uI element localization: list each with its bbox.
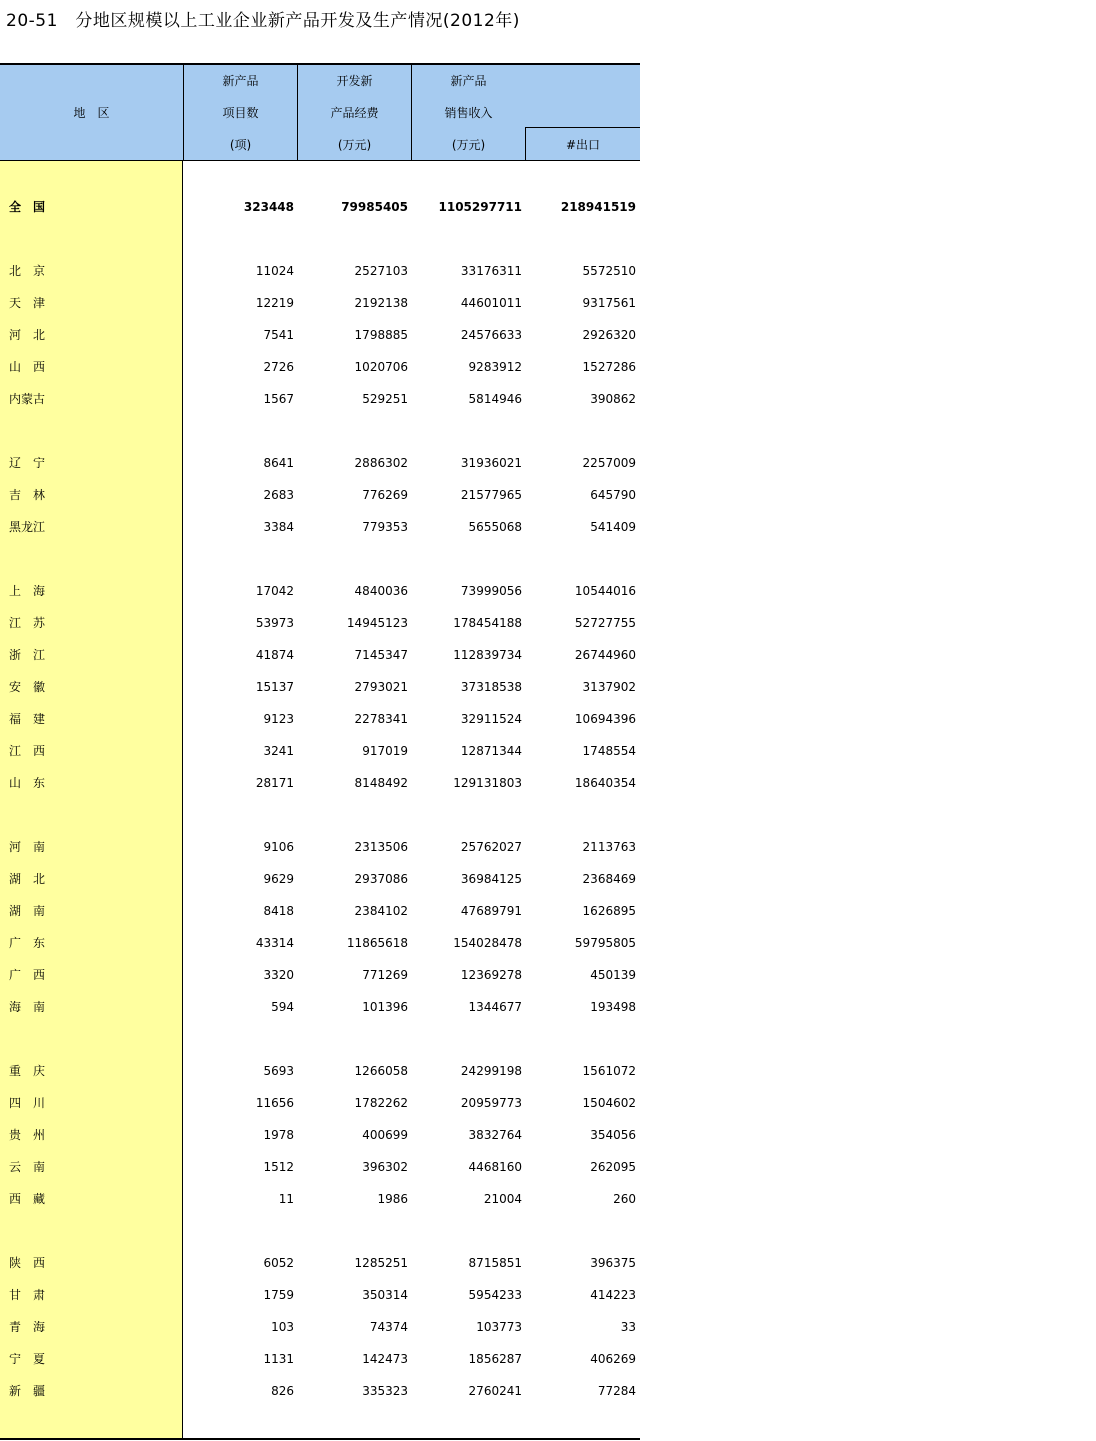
table-row (0, 1343, 640, 1375)
col3-header-line1: 新产品 (450, 74, 487, 88)
sales-revenue-cell: 1344677 (468, 1000, 522, 1014)
region-name: 北 京 (9, 264, 46, 278)
project-count-cell: 43314 (255, 936, 294, 950)
project-count-cell: 9123 (263, 712, 294, 726)
region-name: 福 建 (9, 712, 46, 726)
table-body (0, 191, 640, 1407)
development-expenditure-cell: 14945123 (346, 616, 408, 630)
project-count-cell: 1567 (263, 392, 294, 406)
project-count-cell: 103 (271, 1320, 294, 1334)
table-row (0, 991, 640, 1023)
col2-header-line2: 产品经费 (330, 106, 379, 120)
project-count-cell: 53973 (255, 616, 294, 630)
region-name: 青 海 (9, 1320, 46, 1334)
sales-revenue-cell: 25762027 (460, 840, 522, 854)
project-count-cell: 3320 (263, 968, 294, 982)
sales-revenue-cell: 3832764 (468, 1128, 522, 1142)
export-value-cell: 262095 (590, 1160, 636, 1174)
sales-revenue-cell: 33176311 (460, 264, 522, 278)
table-row (0, 639, 640, 671)
export-subheader-rule (525, 127, 640, 128)
development-expenditure-cell: 350314 (362, 1288, 408, 1302)
project-count-cell: 1131 (263, 1352, 294, 1366)
export-value-cell: 26744960 (574, 648, 636, 662)
col2-header-unit: (万元) (337, 138, 372, 152)
table-row (0, 287, 640, 319)
project-count-cell: 41874 (255, 648, 294, 662)
sales-revenue-cell: 1105297711 (438, 200, 522, 214)
table-row (0, 927, 640, 959)
region-name: 甘 肃 (9, 1288, 46, 1302)
region-name: 重 庆 (9, 1064, 46, 1078)
project-count-cell: 9629 (263, 872, 294, 886)
development-expenditure-cell: 79985405 (341, 200, 408, 214)
region-name: 山 东 (9, 776, 46, 790)
development-expenditure-cell: 101396 (362, 1000, 408, 1014)
development-expenditure-cell: 400699 (362, 1128, 408, 1142)
export-value-cell: 1527286 (582, 360, 636, 374)
project-count-cell: 8641 (263, 456, 294, 470)
export-value-cell: 52727755 (574, 616, 636, 630)
project-count-cell: 12219 (255, 296, 294, 310)
col3-header-unit: (万元) (451, 138, 486, 152)
development-expenditure-cell: 7145347 (354, 648, 408, 662)
table-row (0, 1311, 640, 1343)
export-value-cell: 645790 (590, 488, 636, 502)
table-row (0, 767, 640, 799)
sales-revenue-cell: 21577965 (460, 488, 522, 502)
region-name: 宁 夏 (9, 1352, 46, 1366)
export-value-cell: 450139 (590, 968, 636, 982)
development-expenditure-cell: 142473 (362, 1352, 408, 1366)
export-value-cell: 1626895 (582, 904, 636, 918)
table-row (0, 607, 640, 639)
development-expenditure-cell: 529251 (362, 392, 408, 406)
project-count-cell: 17042 (255, 584, 294, 598)
data-table (0, 63, 640, 1440)
region-name: 内蒙古 (9, 392, 46, 406)
table-row (0, 831, 640, 863)
project-count-cell: 11656 (255, 1096, 294, 1110)
region-name: 江 西 (9, 744, 46, 758)
sales-revenue-cell: 20959773 (460, 1096, 522, 1110)
region-name: 西 藏 (9, 1192, 46, 1206)
project-count-cell: 11 (278, 1192, 294, 1206)
table-row (0, 1183, 640, 1215)
sales-revenue-cell: 24299198 (460, 1064, 522, 1078)
export-value-cell: 390862 (590, 392, 636, 406)
region-name: 四 川 (9, 1096, 46, 1110)
sales-revenue-cell: 31936021 (460, 456, 522, 470)
region-name: 新 疆 (9, 1384, 46, 1398)
export-value-cell: 354056 (590, 1128, 636, 1142)
project-count-cell: 323448 (243, 200, 294, 214)
development-expenditure-cell: 1285251 (354, 1256, 408, 1270)
region-name: 浙 江 (9, 648, 46, 662)
region-name: 安 徽 (9, 680, 46, 694)
development-expenditure-cell: 74374 (369, 1320, 408, 1334)
development-expenditure-cell: 1986 (377, 1192, 408, 1206)
region-name: 吉 林 (9, 488, 46, 502)
sales-revenue-cell: 24576633 (460, 328, 522, 342)
project-count-cell: 28171 (255, 776, 294, 790)
col1-header-line1: 新产品 (222, 74, 259, 88)
sales-revenue-cell: 21004 (483, 1192, 522, 1206)
project-count-cell: 8418 (263, 904, 294, 918)
development-expenditure-cell: 396302 (362, 1160, 408, 1174)
export-value-cell: 10544016 (574, 584, 636, 598)
region-name: 河 南 (9, 840, 46, 854)
export-value-cell: 1561072 (582, 1064, 636, 1078)
export-value-cell: 10694396 (574, 712, 636, 726)
development-expenditure-cell: 335323 (362, 1384, 408, 1398)
table-row (0, 863, 640, 895)
project-count-cell: 826 (271, 1384, 294, 1398)
region-name: 黑龙江 (9, 520, 46, 534)
export-value-cell: 2257009 (582, 456, 636, 470)
export-value-cell: 77284 (597, 1384, 636, 1398)
project-count-cell: 594 (271, 1000, 294, 1014)
project-count-cell: 3384 (263, 520, 294, 534)
sales-revenue-cell: 1856287 (468, 1352, 522, 1366)
region-header: 地 区 (73, 106, 110, 120)
project-count-cell: 1978 (263, 1128, 294, 1142)
export-value-cell: 193498 (590, 1000, 636, 1014)
table-bottom-rule (0, 1438, 640, 1440)
export-value-cell: 1504602 (582, 1096, 636, 1110)
col1-header-unit: (项) (229, 138, 252, 152)
development-expenditure-cell: 1798885 (354, 328, 408, 342)
sales-revenue-cell: 37318538 (460, 680, 522, 694)
table-row (0, 1151, 640, 1183)
sales-revenue-cell: 5814946 (468, 392, 522, 406)
export-value-cell: 2113763 (582, 840, 636, 854)
table-row (0, 1055, 640, 1087)
export-value-cell: 59795805 (574, 936, 636, 950)
project-count-cell: 11024 (255, 264, 294, 278)
region-name: 海 南 (9, 1000, 46, 1014)
table-row (0, 1247, 640, 1279)
export-value-cell: 5572510 (582, 264, 636, 278)
col2-header-line1: 开发新 (336, 74, 373, 88)
spacer-row (0, 223, 640, 255)
col1-header-line2: 项目数 (222, 106, 259, 120)
page-title: 20-51 分地区规模以上工业企业新产品开发及生产情况(2012年) (6, 11, 520, 31)
table-row (0, 1375, 640, 1407)
project-count-cell: 5693 (263, 1064, 294, 1078)
col4-header-export: #出口 (565, 138, 601, 152)
development-expenditure-cell: 1020706 (354, 360, 408, 374)
export-value-cell: 9317561 (582, 296, 636, 310)
sales-revenue-cell: 47689791 (460, 904, 522, 918)
sales-revenue-cell: 103773 (476, 1320, 522, 1334)
table-row (0, 895, 640, 927)
region-name: 陕 西 (9, 1256, 46, 1270)
sales-revenue-cell: 8715851 (468, 1256, 522, 1270)
sales-revenue-cell: 36984125 (460, 872, 522, 886)
development-expenditure-cell: 8148492 (354, 776, 408, 790)
table-row (0, 703, 640, 735)
export-value-cell: 2368469 (582, 872, 636, 886)
project-count-cell: 9106 (263, 840, 294, 854)
development-expenditure-cell: 2384102 (354, 904, 408, 918)
region-name: 广 西 (9, 968, 46, 982)
project-count-cell: 2726 (263, 360, 294, 374)
development-expenditure-cell: 1266058 (354, 1064, 408, 1078)
export-value-cell: 1748554 (582, 744, 636, 758)
region-name: 全 国 (9, 200, 46, 214)
export-value-cell: 396375 (590, 1256, 636, 1270)
table-row (0, 1119, 640, 1151)
table-row (0, 319, 640, 351)
export-value-cell: 218941519 (560, 200, 636, 214)
development-expenditure-cell: 2278341 (354, 712, 408, 726)
table-row (0, 735, 640, 767)
table-row (0, 1087, 640, 1119)
region-name: 河 北 (9, 328, 46, 342)
development-expenditure-cell: 2937086 (354, 872, 408, 886)
spacer-row (0, 415, 640, 447)
development-expenditure-cell: 2793021 (354, 680, 408, 694)
region-name: 天 津 (9, 296, 46, 310)
region-name: 江 苏 (9, 616, 46, 630)
spacer-row (0, 543, 640, 575)
project-count-cell: 7541 (263, 328, 294, 342)
project-count-cell: 1512 (263, 1160, 294, 1174)
export-value-cell: 260 (613, 1192, 636, 1206)
table-row (0, 671, 640, 703)
spacer-row (0, 1215, 640, 1247)
table-row (0, 1279, 640, 1311)
spacer-row (0, 1023, 640, 1055)
export-value-cell: 541409 (590, 520, 636, 534)
total-row (0, 191, 640, 223)
development-expenditure-cell: 779353 (362, 520, 408, 534)
sales-revenue-cell: 2760241 (468, 1384, 522, 1398)
export-value-cell: 406269 (590, 1352, 636, 1366)
table-row (0, 511, 640, 543)
development-expenditure-cell: 2313506 (354, 840, 408, 854)
sales-revenue-cell: 112839734 (453, 648, 522, 662)
export-value-cell: 33 (620, 1320, 636, 1334)
col3-header-line2: 销售收入 (444, 106, 493, 120)
sales-revenue-cell: 12369278 (460, 968, 522, 982)
development-expenditure-cell: 1782262 (354, 1096, 408, 1110)
project-count-cell: 1759 (263, 1288, 294, 1302)
table-row (0, 383, 640, 415)
region-name: 上 海 (9, 584, 46, 598)
table-row (0, 479, 640, 511)
sales-revenue-cell: 9283912 (468, 360, 522, 374)
region-name: 山 西 (9, 360, 46, 374)
sales-revenue-cell: 178454188 (453, 616, 522, 630)
development-expenditure-cell: 4840036 (354, 584, 408, 598)
region-name: 广 东 (9, 936, 46, 950)
development-expenditure-cell: 776269 (362, 488, 408, 502)
region-name: 贵 州 (9, 1128, 46, 1142)
sales-revenue-cell: 12871344 (460, 744, 522, 758)
table-row (0, 255, 640, 287)
project-count-cell: 15137 (255, 680, 294, 694)
sales-revenue-cell: 73999056 (460, 584, 522, 598)
sales-revenue-cell: 5655068 (468, 520, 522, 534)
table-row (0, 351, 640, 383)
development-expenditure-cell: 2886302 (354, 456, 408, 470)
table-row (0, 959, 640, 991)
development-expenditure-cell: 771269 (362, 968, 408, 982)
sales-revenue-cell: 4468160 (468, 1160, 522, 1174)
sales-revenue-cell: 154028478 (453, 936, 522, 950)
sales-revenue-cell: 129131803 (453, 776, 522, 790)
development-expenditure-cell: 917019 (362, 744, 408, 758)
development-expenditure-cell: 11865618 (346, 936, 408, 950)
export-value-cell: 2926320 (582, 328, 636, 342)
sales-revenue-cell: 32911524 (460, 712, 522, 726)
export-value-cell: 18640354 (574, 776, 636, 790)
sales-revenue-cell: 5954233 (468, 1288, 522, 1302)
development-expenditure-cell: 2527103 (354, 264, 408, 278)
table-row (0, 447, 640, 479)
region-name: 湖 南 (9, 904, 46, 918)
development-expenditure-cell: 2192138 (354, 296, 408, 310)
project-count-cell: 6052 (263, 1256, 294, 1270)
region-name: 辽 宁 (9, 456, 46, 470)
sales-revenue-cell: 44601011 (460, 296, 522, 310)
export-value-cell: 414223 (590, 1288, 636, 1302)
region-name: 云 南 (9, 1160, 46, 1174)
project-count-cell: 3241 (263, 744, 294, 758)
spacer-row (0, 799, 640, 831)
project-count-cell: 2683 (263, 488, 294, 502)
region-name: 湖 北 (9, 872, 46, 886)
export-value-cell: 3137902 (582, 680, 636, 694)
table-row (0, 575, 640, 607)
